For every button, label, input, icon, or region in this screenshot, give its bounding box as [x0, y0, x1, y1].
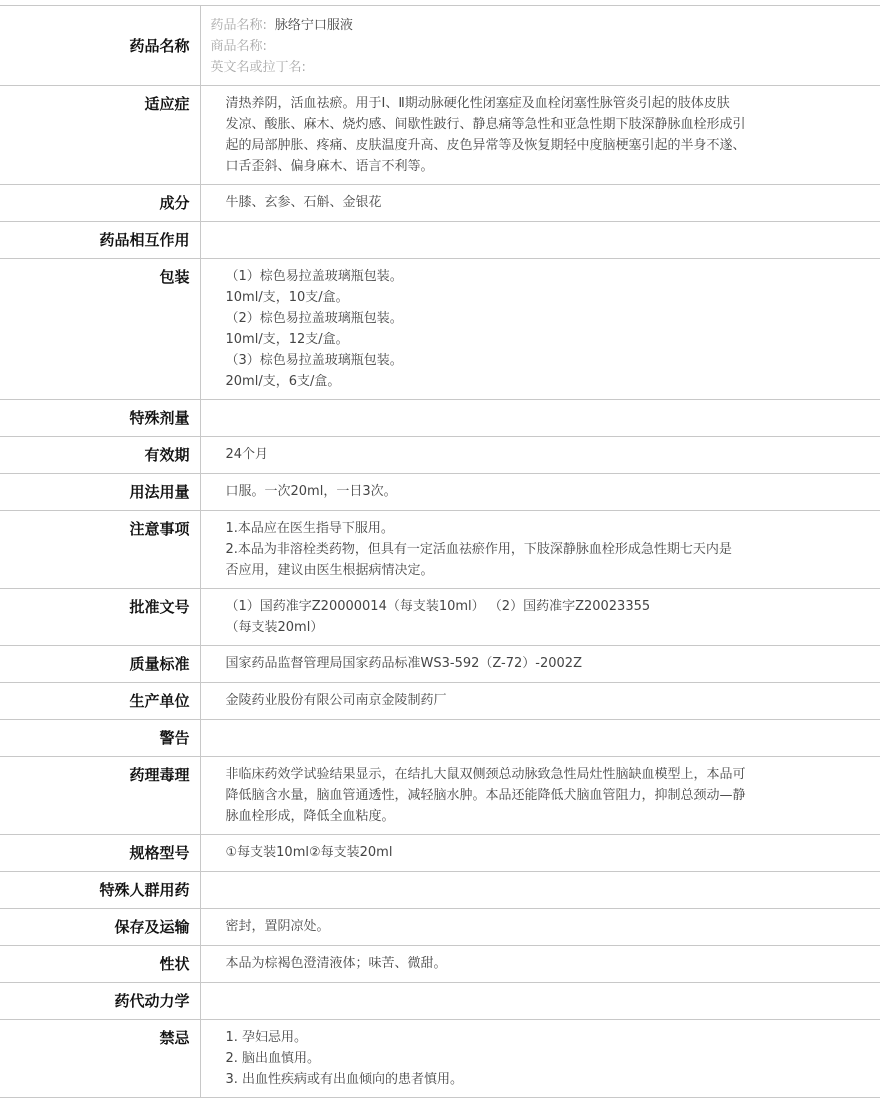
packaging-label: 包装 [0, 259, 200, 400]
row-special-dosage [0, 400, 880, 437]
english-name-label: 英文名或拉丁名: [210, 60, 306, 75]
packaging-value [200, 259, 880, 400]
generic-name-label: 药品名称: [210, 18, 267, 33]
contraindications-line: 2. 脑出血慎用。 [225, 1051, 321, 1066]
indications-line: 起的局部肿胀、疼痛、皮肤温度升高、皮色异常等及恢复期轻中度脑梗塞引起的半身不遂、 [225, 138, 746, 153]
indications-label: 适应症 [0, 86, 200, 185]
row-pharmacology [0, 757, 880, 835]
standard-label: 质量标准 [0, 646, 200, 683]
pharmacology-label: 药理毒理 [0, 757, 200, 835]
warning-label: 警告 [0, 720, 200, 757]
indications-line: 清热养阴，活血祛瘀。用于Ⅰ、Ⅱ期动脉硬化性闭塞症及血栓闭塞性脉管炎引起的肢体皮肤 [225, 96, 730, 111]
row-drug-name [0, 6, 880, 86]
interactions-value [200, 222, 880, 259]
manufacturer-label: 生产单位 [0, 683, 200, 720]
contraindications-value [200, 1020, 880, 1098]
trade-name-label: 商品名称: [210, 39, 267, 54]
special-dosage-label: 特殊剂量 [0, 400, 200, 437]
row-shelf-life [0, 437, 880, 474]
pharmacology-line: 脉血栓形成，降低全血粘度。 [225, 809, 395, 824]
packaging-line: （3）棕色易拉盖玻璃瓶包装。 [225, 353, 403, 368]
row-pharmacokinetics [0, 983, 880, 1020]
packaging-line: 20ml/支，6支/盒。 [225, 374, 341, 389]
shelf-life-value: 24个月 [225, 447, 269, 462]
row-storage [0, 909, 880, 946]
row-approval [0, 589, 880, 646]
precautions-line: 否应用，建议由医生根据病情决定。 [225, 563, 434, 578]
precautions-line: 2.本品为非溶栓类药物，但具有一定活血祛瘀作用，下肢深静脉血栓形成急性期七天内是 [225, 542, 732, 557]
packaging-line: 10ml/支，10支/盒。 [225, 290, 349, 305]
row-special-population [0, 872, 880, 909]
storage-value: 密封，置阴凉处。 [225, 919, 330, 934]
pharmacology-line: 降低脑含水量，脑血管通透性，减轻脑水肿。本品还能降低犬脑血管阻力，抑制总颈动—静 [225, 788, 746, 803]
special-dosage-value [200, 400, 880, 437]
packaging-line: 10ml/支，12支/盒。 [225, 332, 349, 347]
approval-line: （1）国药准字Z20000014（每支装10ml） （2）国药准字Z20023355 [225, 599, 651, 614]
pharmacokinetics-label: 药代动力学 [0, 983, 200, 1020]
approval-value [200, 589, 880, 646]
shelf-life-label: 有效期 [0, 437, 200, 474]
drug-name-value [200, 6, 880, 86]
precautions-label: 注意事项 [0, 511, 200, 589]
row-specification [0, 835, 880, 872]
contraindications-label: 禁忌 [0, 1020, 200, 1098]
precautions-value [200, 511, 880, 589]
approval-line: （每支装20ml） [225, 620, 324, 635]
precautions-line: 1.本品应在医生指导下服用。 [225, 521, 394, 536]
indications-value [200, 86, 880, 185]
appearance-label: 性状 [0, 946, 200, 983]
row-contraindications [0, 1020, 880, 1098]
row-appearance [0, 946, 880, 983]
pharmacology-value [200, 757, 880, 835]
standard-value: 国家药品监督管理局国家药品标准WS3-592（Z-72）-2002Z [225, 656, 582, 671]
special-population-value [200, 872, 880, 909]
row-standard [0, 646, 880, 683]
drug-info-table [0, 5, 880, 1098]
row-interactions [0, 222, 880, 259]
pharmacology-line: 非临床药效学试验结果显示，在结扎大鼠双侧颈总动脉致急性局灶性脑缺血模型上，本品可 [225, 767, 746, 782]
appearance-value: 本品为棕褐色澄清液体；味苦、微甜。 [225, 956, 447, 971]
specification-value: ①每支装10ml②每支装20ml [225, 845, 393, 860]
row-usage [0, 474, 880, 511]
row-indications [0, 86, 880, 185]
manufacturer-value: 金陵药业股份有限公司南京金陵制药厂 [225, 693, 447, 708]
row-precautions [0, 511, 880, 589]
warning-value [200, 720, 880, 757]
specification-label: 规格型号 [0, 835, 200, 872]
row-ingredients [0, 185, 880, 222]
row-manufacturer [0, 683, 880, 720]
packaging-line: （2）棕色易拉盖玻璃瓶包装。 [225, 311, 403, 326]
storage-label: 保存及运输 [0, 909, 200, 946]
special-population-label: 特殊人群用药 [0, 872, 200, 909]
row-packaging [0, 259, 880, 400]
packaging-line: （1）棕色易拉盖玻璃瓶包装。 [225, 269, 403, 284]
interactions-label: 药品相互作用 [0, 222, 200, 259]
ingredients-label: 成分 [0, 185, 200, 222]
indications-line: 口舌歪斜、偏身麻木、语言不利等。 [225, 159, 434, 174]
indications-line: 发凉、酸胀、麻木、烧灼感、间歇性跛行、静息痛等急性和亚急性期下肢深静脉血栓形成引 [225, 117, 746, 132]
contraindications-line: 3. 出血性疾病或有出血倾向的患者慎用。 [225, 1072, 464, 1087]
contraindications-line: 1. 孕妇忌用。 [225, 1030, 308, 1045]
approval-label: 批准文号 [0, 589, 200, 646]
generic-name-value: 脉络宁口服液 [274, 18, 353, 33]
drug-name-label: 药品名称 [0, 6, 200, 86]
pharmacokinetics-value [200, 983, 880, 1020]
row-warning [0, 720, 880, 757]
ingredients-value: 牛膝、玄参、石斛、金银花 [225, 195, 382, 210]
usage-value: 口服。一次20ml，一日3次。 [225, 484, 397, 499]
usage-label: 用法用量 [0, 474, 200, 511]
